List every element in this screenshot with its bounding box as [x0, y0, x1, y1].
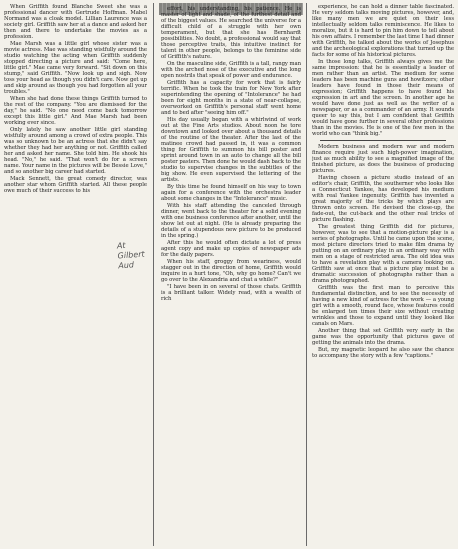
article-column-2 — [161, 6, 301, 547]
paragraph: But, my magnetic leopard he also saw the chance to accompany the story with a few "captions." — [312, 347, 454, 359]
paragraph: With his staff attending the canceled through dinner, went back to the theater for a solid evening with one business conference after another, until the show let out at night. (He is already preparing the details of a stupendous new picture to be produced in the spring.) — [161, 203, 301, 239]
paragraph: In those long talks, Griffith always gives me the same impression: that he is essentially a leader of men rather than an artist. The medium for some leaders has been machine guns and howitzers; other leaders have found in those their means of expression; Griffith happens to have found his expression in art and the screen. In another age he would have done just as well as the writer of a newspaper, or as a commander of an army. It sounds queer to say this, but I am confident that Griffith would have gone further in several other professions than in the movies. He is one of the few men in the world who can "think big." — [312, 59, 454, 137]
paragraph: Only lately he saw another little girl standing wistfully around among a crowd of extra people. This was so unknown to be an actress that she didn't say whether they had her anything or not. Griffith called her and asked her name. She told him. He shook his head. "No," he said. "That won't do for a screen name. Your name in the pictures will be Bessie Love," and so another big career had started. — [4, 127, 147, 175]
paragraph: His day usually began with a whirlwind of work out at the Fine Arts studios. About noon he tore downtown and looked over about a thousand details of the routine of the theater. After the last of the matinee crowd had passed in, it was a common thing for Griffith to summon his bill poster and sprint around town in an auto to change all the bill poster pasters. Then done he would dash back to the studio to supervise changes in the subtitles of the big show. He even supervised the lettering of the artists. — [161, 117, 301, 183]
paragraph: The greatest thing Griffith did for pictures, however, was to see that a motion-picture play is a series of photographs. Until he came upon the scene, most picture directors tried to make film drama by putting on an ordinary play in an ordinary way with men on a stage of restricted area. The old idea was to have a revelation play with a camera looking on. Griffith saw at once that a picture play must be a dramatic succession of photographs rather than a drama photographed. — [312, 224, 454, 284]
paragraph: Having chosen a picture studio instead of an editor's chair, Griffith, the southerner who looks like a Connecticut Yankee, has developed his medium with real Yankee ingenuity. Griffith has invented a great majority of the tricks by which plays are thrown onto screen. He devised the close-up, the fade-out, the cut-back and the other real tricks of picture flashing. — [312, 175, 454, 223]
section-divider — [320, 140, 446, 141]
handwritten-note: At Gilbert Aud — [116, 240, 145, 271]
paragraph: Griffith was the first man to perceive this fundamental distinction, and to see the necessity of having a new kind of actress for the work — a young girl with a smooth, round face, whose features could be enlarged ten times their size without creating wrinkles and those to expand until they looked like canals on Mars. — [312, 285, 454, 327]
paragraph: By this time he found himself on his way to town again for a conference with the orchestra leader about some changes in the "Intolerance" music. — [161, 184, 301, 202]
paragraph: Griffith has a capacity for work that is fairly terrific. When he took the train for New York after superintending the opening of "Intolerance" he had been for eight months in a state of near-collapse, overworked on Griffith's personal staff went home and to bed after "seeing him off." — [161, 80, 301, 116]
column-rule — [306, 3, 307, 546]
paragraph: When Griffith found Blanche Sweet she was a professional dancer with Gertrude Hoffman. Mabel Normand was a cloak model. Lillian Laurence was a society girl. Griffith saw her at a dance and asked her then and there to undertake the movies as a profession. — [4, 4, 147, 40]
paragraph: "I have been in on several of those chats. Griffith is a brilliant talker. Widely read, with a wealth of rich — [161, 284, 301, 302]
paragraph: On the masculine side, Griffith is a tall, rangy man with the arched nose of the executive and the long open nostrils that speak of power and endurance. — [161, 61, 301, 79]
paragraph: Mae Marsh was a little girl whose sister was a movie actress. Mae was standing wistfully around the studio watching the acting when Griffith suddenly stopped directing a picture and said: "Come here, little girl." Mae came very forward. "Sit down on this stump," said Griffith. "Now look up and sigh. Now toss your head as though you didn't care. Now get up and skip around as though you had forgotten all your troubles." — [4, 41, 147, 95]
article-column-3 — [312, 4, 454, 545]
paragraph: effort, his understanding, his patience. He is master of light and shade, of the furthest detail and of the biggest values. He searched the universe for a difficult child of a struggle with her own temperament, but that she has Bernhardt possibilities. No doubt, a professional would say that those perceptive traits, this intuitive instinct for talent in other people, belongs to the feminine side of Griffith's nature. — [161, 6, 301, 60]
paragraph: Another thing that set Griffith very early in the game was the opportunity that pictures gave of getting the animals into the drama. — [312, 328, 454, 346]
paragraph: After this he would often dictate a lot of press agent copy and make up copies of newspaper ads for the daily papers. — [161, 240, 301, 258]
paragraph: When she had done these things Griffith turned to the rest of the company. "You are dismissed for the day," he said. "No one need come back tomorrow except this little girl." And Mae Marsh had been working ever since. — [4, 96, 147, 126]
paragraph: Modern business and modern war and modern finance require just such high-power imagination, just as much ability to see a magnified image of the finished picture, as does the business of producing pictures. — [312, 144, 454, 174]
paragraph: experience, he can hold a dinner table fascinated. He very seldom talks moving pictures, however, and, like many men we are quiet on their less intellectually seldom talks reminiscence. He likes to moralize, but it is hard to pin him down to tell about his own affairs. I remember the last time I had dinner with Griffith, he talked about the works of Josephus and the archeological explorations that turned up the facts for some of his historical pictures. — [312, 4, 454, 58]
paragraph: When his staff, groggy from weariness, would stagger out in the direction of home, Griffith would inquire in a hurt tone, "Oh, why go home? Can't we go over to the Alexandria and chat a while?" — [161, 259, 301, 283]
paragraph: Mack Sennett, the great comedy director, was another star whom Griffith started. All these people owe much of their success to his — [4, 176, 147, 194]
